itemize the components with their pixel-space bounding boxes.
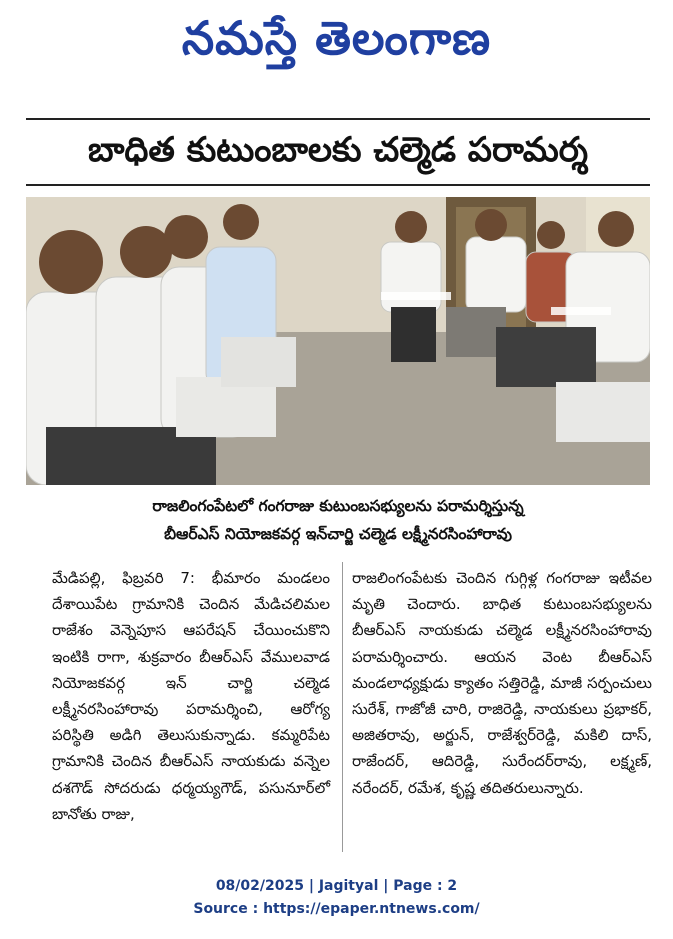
photo-caption [26, 492, 650, 548]
headline-bottom-rule [26, 184, 650, 186]
column-divider [342, 562, 343, 852]
article-paragraph: మేడిపల్లి, ఫిబ్రవరి 7: భీమారం మండలం దేశాయిపేట గ్రామానికి చెందిన మేడిచలిమల రాజేశం వెన్నెపూస ఆపరేషన్ చేయించుకొని ఇంటికి రాగా, శుక్రవారం బీఆర్‌ఎస్ వేములవాడ నియోజకవర్గ ఇన్ చార్జి చల్మెడ లక్ష్మీనరసింహారావు పరామర్శించి, ఆరోగ్య పరిస్థితి అడిగి తెలుసుకున్నాడు. కమ్మరిపేట గ్రామానికి చెందిన బీఆర్‌ఎస్ నాయకుడు వన్నెల దశగౌడ్ సోదరుడు ధర్మయ్యగౌడ్, పసునూర్‌లో బానోతు రాజు, [52, 569, 330, 823]
article-body-left-column [52, 565, 330, 827]
masthead-logo [0, 8, 673, 68]
headline-top-rule [26, 118, 650, 120]
article-photo [26, 197, 650, 485]
footer-source-link[interactable]: Source : https://epaper.ntnews.com/ [193, 901, 480, 917]
caption-line-2: బీఆర్‌ఎస్ నియోజకవర్గ ఇన్‌చార్జి చల్మెడ లక్ష్మీనరసింహారావు [164, 525, 512, 543]
footer-date-edition: 08/02/2025 | Jagityal | Page : 2 [215, 878, 458, 894]
article-headline: బాధిత కుటుంబాలకు చల్మెడ పరామర్శ [87, 130, 589, 170]
caption-line-1: రాజలింగంపేటలో గంగరాజు కుటుంబసభ్యులను పరామర్శిస్తున్న [152, 497, 524, 515]
masthead-title: నమస్తే తెలంగాణ [181, 11, 492, 65]
article-body-right-column [352, 565, 652, 801]
article-paragraph: రాజలింగంపేటకు చెందిన గుగ్గిళ్ల గంగరాజు ఇటీవల మృతి చెందారు. బాధిత కుటుంబసభ్యులను బీఆర్‌ఎస్ నాయకుడు చల్మెడ లక్ష్మీనరసింహారావు పరామర్శించారు. ఆయన వెంట బీఆర్‌ఎస్ మండలాధ్యక్షుడు క్యాతం సత్తిరెడ్డి, మాజీ సర్పంచులు సురేశ్, గాజోజీ చారి, రాజిరెడ్డి, నాయకులు ప్రభాకర్, అజితరావు, అర్జున్, రాజేశ్వర్‌రెడ్డి, మకిలి దాస్, రాజేందర్, ఆదిరెడ్డి, సురేందర్‌రావు, లక్ష్మణ్, నరేందర్, రమేశ, కృష్ణ తదితరులున్నారు. [352, 569, 652, 797]
